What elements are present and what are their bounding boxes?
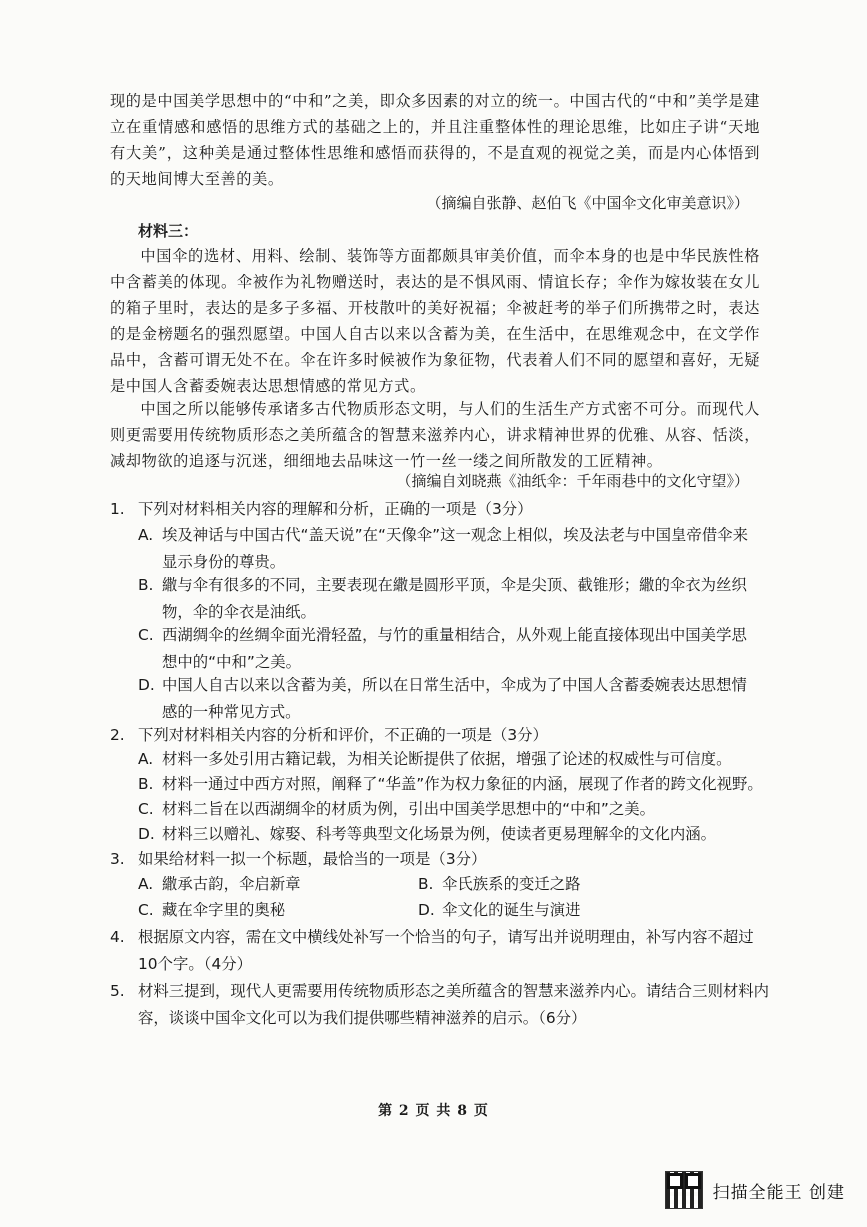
question-stem: 下列对材料相关内容的分析和评价，不正确的一项是（3分） bbox=[138, 726, 548, 744]
question-stem: 根据原文内容，需在文中横线处补写一个恰当的句子，请写出并说明理由，补写内容不超过10个字。（4分） bbox=[138, 928, 754, 973]
question-3-option-b[interactable] bbox=[418, 871, 678, 898]
question-number: 5. bbox=[110, 982, 125, 1000]
option-letter: B. bbox=[138, 576, 154, 594]
option-text: 藏在伞字里的奥秘 bbox=[162, 901, 286, 919]
question-2-option-a[interactable] bbox=[138, 746, 778, 773]
question-4 bbox=[110, 924, 770, 978]
material-3-source: （摘编自刘晓燕《油纸伞：千年雨巷中的文化守望》） bbox=[396, 472, 749, 490]
option-letter: A. bbox=[138, 526, 154, 544]
question-stem: 如果给材料一拟一个标题，最恰当的一项是（3分） bbox=[138, 850, 487, 868]
material-3-heading: 材料三： bbox=[138, 222, 199, 240]
question-1 bbox=[110, 496, 770, 523]
option-letter: D. bbox=[138, 676, 155, 694]
material-3-paragraph-2: 中国之所以能够传承诸多古代物质形态文明，与人们的生活生产方式密不可分。而现代人则更需要用传统物质形态之美所蕴含的智慧来滋养内心，讲求精神世界的优雅、从容、恬淡，减却物欲的追逐与沉迷，细细地去品味这一竹一丝一缕之间所散发的工匠精神。 bbox=[110, 400, 760, 470]
question-3-option-c[interactable] bbox=[138, 897, 398, 924]
option-letter: B. bbox=[418, 875, 434, 893]
question-3-option-d[interactable] bbox=[418, 897, 678, 924]
material-3-paragraph-1: 中国伞的选材、用料、绘制、装饰等方面都颇具审美价值，而伞本身的也是中华民族性格中含蓄美的体现。伞被作为礼物赠送时，表达的是不惧风雨、情谊长存；伞作为嫁妆装在女儿的箱子里时，表达的是多子多福、开枝散叶的美好祝福；伞被赶考的举子们所携带之时，表达的是金榜题名的强烈愿望。中国人自古以来以含蓄为美，在生活中，在思维观念中，在文学作品中，含蓄可谓无处不在。伞在许多时候被作为象征物，代表着人们不同的愿望和喜好，无疑是中国人含蓄委婉表达思想情感的常见方式。 bbox=[110, 247, 760, 395]
option-text: 材料二旨在以西湖绸伞的材质为例，引出中国美学思想中的“中和”之美。 bbox=[162, 800, 656, 818]
option-text: 材料一通过中西方对照，阐释了“华盖”作为权力象征的内涵，展现了作者的跨文化视野。 bbox=[162, 775, 763, 793]
option-text: 西湖绸伞的丝绸伞面光滑轻盈，与竹的重量相结合，从外观上能直接体现出中国美学思想中的“中和”之美。 bbox=[162, 626, 747, 671]
question-number: 4. bbox=[110, 928, 125, 946]
question-2-option-d[interactable] bbox=[138, 821, 778, 848]
question-number: 2. bbox=[110, 726, 125, 744]
question-3 bbox=[110, 846, 770, 873]
material-2-source: （摘编自张静、赵伯飞《中国伞文化审美意识》） bbox=[426, 194, 749, 212]
question-number: 1. bbox=[110, 500, 125, 518]
question-stem: 下列对材料相关内容的理解和分析，正确的一项是（3分） bbox=[138, 500, 533, 518]
option-letter: B. bbox=[138, 775, 154, 793]
qr-code-icon bbox=[665, 1171, 703, 1209]
scanner-watermark bbox=[665, 1171, 845, 1209]
page-number-footer: 第 2 页 共 8 页 bbox=[378, 1103, 489, 1119]
option-letter: A. bbox=[138, 750, 154, 768]
option-letter: C. bbox=[138, 901, 154, 919]
option-letter: D. bbox=[418, 901, 435, 919]
option-letter: D. bbox=[138, 825, 155, 843]
question-2 bbox=[110, 722, 770, 749]
option-text: 伞文化的诞生与演进 bbox=[442, 901, 581, 919]
question-1-option-c[interactable] bbox=[138, 622, 762, 676]
material-2-tail-paragraph: 现的是中国美学思想中的“中和”之美，即众多因素的对立的统一。中国古代的“中和”美学是建立在重情感和感悟的思维方式的基础之上的，并且注重整体性的理论思维，比如庄子讲“天地有大美”，这种美是通过整体性思维和感悟而获得的，不是直观的视觉之美，而是内心体悟到的天地间博大至善的美。 bbox=[110, 92, 760, 188]
option-text: 繖承古韵，伞启新章 bbox=[162, 875, 301, 893]
question-stem: 材料三提到，现代人更需要用传统物质形态之美所蕴含的智慧来滋养内心。请结合三则材料内容，谈谈中国伞文化可以为我们提供哪些精神滋养的启示。（6分） bbox=[138, 982, 770, 1027]
question-1-option-d[interactable] bbox=[138, 672, 762, 726]
option-text: 繖与伞有很多的不同，主要表现在繖是圆形平顶，伞是尖顶、截锥形；繖的伞衣为丝织物，伞的伞衣是油纸。 bbox=[162, 576, 747, 621]
question-2-option-c[interactable] bbox=[138, 796, 778, 823]
question-5 bbox=[110, 978, 770, 1032]
option-text: 中国人自古以来以含蓄为美，所以在日常生活中，伞成为了中国人含蓄委婉表达思想情感的一种常见方式。 bbox=[162, 676, 747, 721]
question-2-option-b[interactable] bbox=[138, 771, 778, 798]
option-letter: C. bbox=[138, 800, 154, 818]
question-number: 3. bbox=[110, 850, 125, 868]
option-letter: C. bbox=[138, 626, 154, 644]
question-1-option-a[interactable] bbox=[138, 522, 762, 576]
option-text: 埃及神话与中国古代“盖天说”在“天像伞”这一观念上相似，埃及法老与中国皇帝借伞来显示身份的尊贵。 bbox=[162, 526, 748, 571]
scanner-watermark-text: 扫描全能王 创建 bbox=[712, 1182, 845, 1203]
option-text: 材料一多处引用古籍记载，为相关论断提供了依据，增强了论述的权威性与可信度。 bbox=[162, 750, 732, 768]
option-text: 材料三以赠礼、嫁娶、科考等典型文化场景为例，使读者更易理解伞的文化内涵。 bbox=[162, 825, 717, 843]
option-letter: A. bbox=[138, 875, 154, 893]
option-text: 伞氏族系的变迁之路 bbox=[442, 875, 581, 893]
question-3-option-a[interactable] bbox=[138, 871, 398, 898]
question-1-option-b[interactable] bbox=[138, 572, 762, 626]
